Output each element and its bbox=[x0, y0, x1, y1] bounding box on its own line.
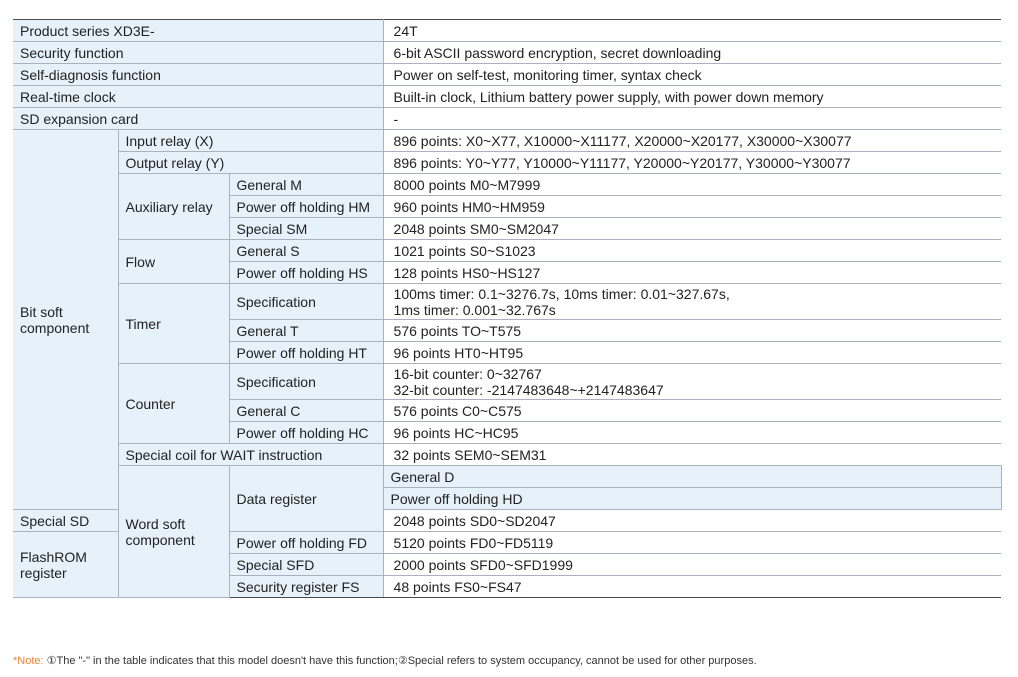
row-label: Power off holding FD bbox=[229, 532, 383, 554]
row-label: Power off holding HM bbox=[229, 196, 383, 218]
counter-spec-line: 32-bit counter: -2147483648~+2147483647 bbox=[393, 381, 664, 398]
row-label: Power off holding HD bbox=[383, 488, 1001, 510]
row-value: 128 points HS0~HS127 bbox=[383, 262, 1001, 284]
row-value: 5120 points FD0~FD5119 bbox=[383, 532, 1001, 554]
flashrom-register-label: FlashROM register bbox=[13, 532, 118, 598]
row-label: Self-diagnosis function bbox=[13, 64, 383, 86]
table-row bbox=[13, 64, 1001, 86]
table-row bbox=[13, 108, 1001, 130]
row-value: - bbox=[383, 108, 1001, 130]
row-value: 2000 points SFD0~SFD1999 bbox=[383, 554, 1001, 576]
row-label: Specification bbox=[229, 284, 383, 320]
row-value: 24T bbox=[383, 20, 1001, 42]
table-row bbox=[13, 130, 1001, 152]
row-value: 48 points FS0~FS47 bbox=[383, 576, 1001, 598]
spec-table bbox=[13, 19, 1001, 598]
timer-spec-line: 1ms timer: 0.001~32.767s bbox=[393, 301, 556, 318]
row-label: Product series XD3E- bbox=[13, 20, 383, 42]
row-label: General T bbox=[229, 320, 383, 342]
row-value: 576 points C0~C575 bbox=[383, 400, 1001, 422]
row-label: Real-time clock bbox=[13, 86, 383, 108]
table-row bbox=[13, 174, 1001, 196]
footnote bbox=[13, 654, 757, 667]
row-label: General S bbox=[229, 240, 383, 262]
table-row bbox=[13, 42, 1001, 64]
row-value: 8000 points M0~M7999 bbox=[383, 174, 1001, 196]
row-value bbox=[383, 364, 1001, 400]
timer-label: Timer bbox=[118, 284, 229, 364]
row-label: Security register FS bbox=[229, 576, 383, 598]
row-value: 896 points: X0~X77, X10000~X11177, X20000~X20177, X30000~X30077 bbox=[383, 130, 1001, 152]
table-row bbox=[13, 152, 1001, 174]
table-row bbox=[13, 444, 1001, 466]
row-label: Input relay (X) bbox=[118, 130, 383, 152]
row-value: 96 points HC~HC95 bbox=[383, 422, 1001, 444]
row-label: Security function bbox=[13, 42, 383, 64]
bit-soft-component-group: Bit soft component bbox=[13, 130, 118, 510]
row-value: Built-in clock, Lithium battery power supply, with power down memory bbox=[383, 86, 1001, 108]
row-value: 1021 points S0~S1023 bbox=[383, 240, 1001, 262]
row-label: Special coil for WAIT instruction bbox=[118, 444, 383, 466]
row-value bbox=[383, 284, 1001, 320]
table-row bbox=[13, 240, 1001, 262]
row-value: 576 points TO~T575 bbox=[383, 320, 1001, 342]
row-label: General M bbox=[229, 174, 383, 196]
flow-label: Flow bbox=[118, 240, 229, 284]
row-label: Power off holding HC bbox=[229, 422, 383, 444]
row-value: 2048 points SD0~SD2047 bbox=[383, 510, 1001, 532]
table-row bbox=[13, 466, 1001, 488]
counter-label: Counter bbox=[118, 364, 229, 444]
note-prefix: *Note: bbox=[13, 655, 44, 667]
note-text: ①The "-" in the table indicates that this model doesn't have this function;②Special refers to system occupancy, cannot be used for other purposes. bbox=[46, 655, 757, 667]
counter-spec-line: 16-bit counter: 0~32767 bbox=[393, 365, 542, 382]
row-value: 2048 points SM0~SM2047 bbox=[383, 218, 1001, 240]
row-label: Output relay (Y) bbox=[118, 152, 383, 174]
word-soft-component-group: Word soft component bbox=[118, 466, 229, 598]
row-label: Special SFD bbox=[229, 554, 383, 576]
timer-spec-line: 100ms timer: 0.1~3276.7s, 10ms timer: 0.01~327.67s, bbox=[393, 285, 730, 302]
table-row bbox=[13, 20, 1001, 42]
row-value: 32 points SEM0~SEM31 bbox=[383, 444, 1001, 466]
row-value: 6-bit ASCII password encryption, secret downloading bbox=[383, 42, 1001, 64]
row-value: 96 points HT0~HT95 bbox=[383, 342, 1001, 364]
row-label: General D bbox=[383, 466, 1001, 488]
row-label: SD expansion card bbox=[13, 108, 383, 130]
table-row bbox=[13, 364, 1001, 400]
row-label: Special SD bbox=[13, 510, 118, 532]
data-register-label: Data register bbox=[229, 466, 383, 532]
row-value: 960 points HM0~HM959 bbox=[383, 196, 1001, 218]
row-label: Power off holding HT bbox=[229, 342, 383, 364]
row-label: Special SM bbox=[229, 218, 383, 240]
row-value: 896 points: Y0~Y77, Y10000~Y11177, Y20000~Y20177, Y30000~Y30077 bbox=[383, 152, 1001, 174]
row-label: General C bbox=[229, 400, 383, 422]
row-label: Specification bbox=[229, 364, 383, 400]
table-row bbox=[13, 284, 1001, 320]
auxiliary-relay-label: Auxiliary relay bbox=[118, 174, 229, 240]
row-label: Power off holding HS bbox=[229, 262, 383, 284]
row-value: Power on self-test, monitoring timer, syntax check bbox=[383, 64, 1001, 86]
table-row bbox=[13, 86, 1001, 108]
